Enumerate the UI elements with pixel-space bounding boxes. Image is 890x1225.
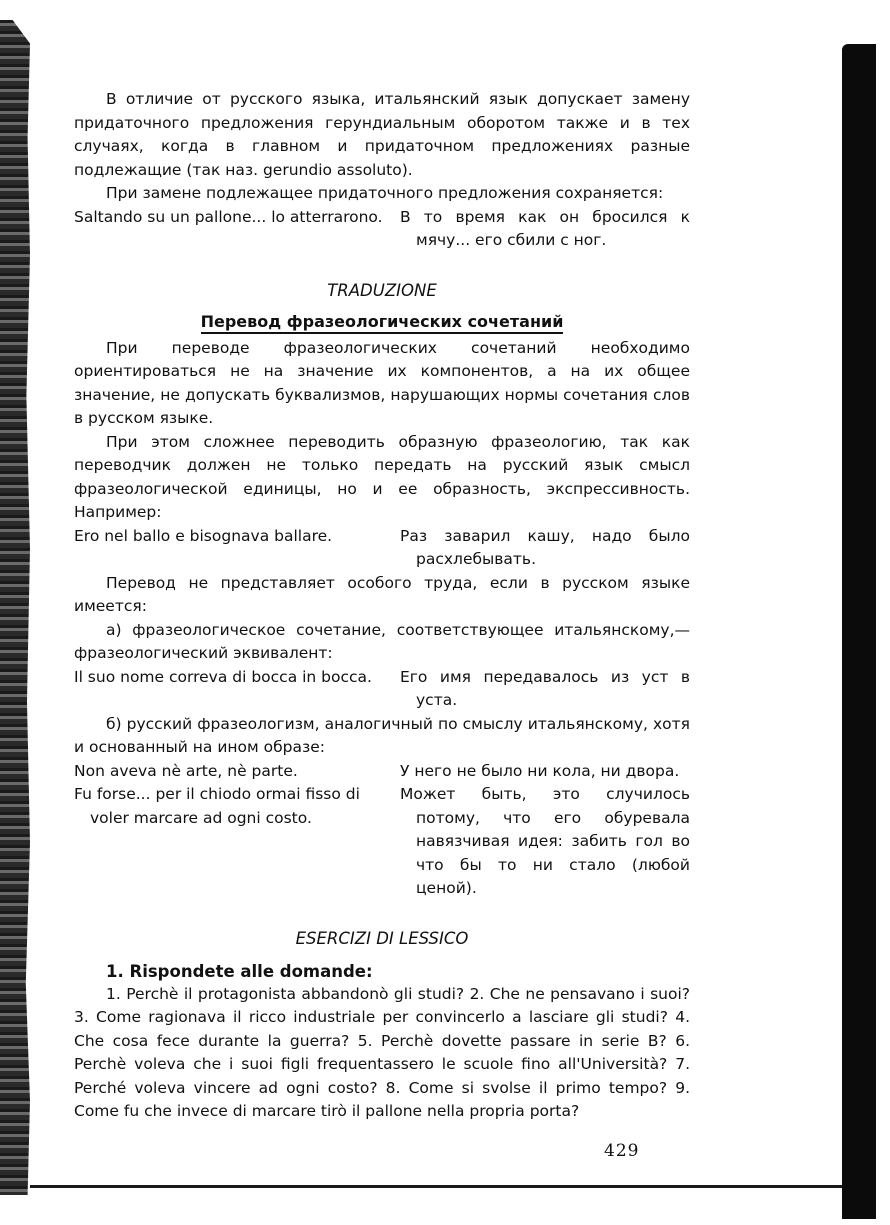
page-bottom-edge xyxy=(30,1185,842,1188)
example-pair xyxy=(74,666,690,713)
traduzione-paragraph-2: При этом сложнее переводить образную фразеологию, так как переводчик должен не только передать на русский язык смысл фразеологической единицы, но и ее образность, экспрессивность. Например: xyxy=(74,432,690,521)
traduzione-paragraph-3: Перевод не представляет особого труда, если в русском языке имеется: xyxy=(74,573,690,615)
example-pair xyxy=(74,206,690,253)
example-russian: Может быть, это случилось потому, что его обуревала навязчивая идея: забить гол во что бы то ни стало (любой ценой). xyxy=(400,785,690,897)
example-italian: Il suo nome correva di bocca in bocca. xyxy=(74,667,372,686)
example-pair xyxy=(74,760,690,784)
example-italian: Non aveva nè arte, nè parte. xyxy=(74,761,298,780)
traduzione-paragraph-4: а) фразеологическое сочетание, соответствующее итальянскому,— фразеологический эквивалент: xyxy=(74,620,690,662)
example-italian: Fu forse... per il chiodo ormai fisso di voler marcare ad ogni costo. xyxy=(74,785,360,827)
section-title-traduzione: TRADUZIONE xyxy=(327,280,437,300)
section-title-esercizi: ESERCIZI DI LESSICO xyxy=(295,928,469,948)
example-pair xyxy=(74,525,690,572)
intro-paragraph-1: В отличие от русского языка, итальянский язык допускает замену придаточного предложения герундиальным оборотом также и в тех случаях, когда в главном и придаточном предложениях разные подлежащие (так наз. gerundio assoluto). xyxy=(74,90,690,179)
subsection-title-text: Перевод фразеологических сочетаний xyxy=(201,312,564,334)
example-russian: В то время как он бросился к мячу... его сбили с ног. xyxy=(400,207,690,249)
example-italian: Ero nel ballo e bisognava ballare. xyxy=(74,526,333,545)
example-italian: Saltando su un pallone... lo atterrarono. xyxy=(74,207,383,226)
traduzione-paragraph-5: б) русский фразеологизм, аналогичный по смыслу итальянскому, хотя и основанный на ином образе: xyxy=(74,714,690,756)
example-russian: У него не было ни кола, ни двора. xyxy=(400,761,680,780)
exercise-title: 1. Rispondete alle domande: xyxy=(106,961,373,981)
example-russian: Раз заварил кашу, надо было расхлебывать. xyxy=(400,526,690,568)
subsection-title xyxy=(74,312,690,331)
book-binding-shadow-left xyxy=(0,20,30,1195)
example-pair xyxy=(74,783,690,901)
page-number: 429 xyxy=(604,1141,640,1161)
page-content xyxy=(74,88,690,1124)
example-russian: Его имя передавалось из уст в уста. xyxy=(400,667,690,709)
traduzione-paragraph-1: При переводе фразеологических сочетаний необходимо ориентироваться не на значение их компонентов, а на их общее значение, не допускать буквализмов, нарушающих нормы сочетания слов в русском языке. xyxy=(74,338,690,427)
book-binding-shadow-right xyxy=(842,44,876,1219)
exercise-questions: 1. Perchè il protagonista abbandonò gli studi? 2. Che ne pensavano i suoi? 3. Come ragionava il ricco industriale per convincerlo a lasciare gli studi? 4. Che cosa fece durante la guerra? 5. Perchè dovette passare in serie B? 6. Perchè voleva che i suoi figli frequentassero le scuole fino all'Università? 7. Perché voleva vincere ad ogni costo? 8. Come si svolse il primo tempo? 9. Come fu che invece di marcare tirò il pallone nella propria porta? xyxy=(74,984,690,1120)
intro-paragraph-2: При замене подлежащее придаточного предложения сохраняется: xyxy=(106,184,664,202)
